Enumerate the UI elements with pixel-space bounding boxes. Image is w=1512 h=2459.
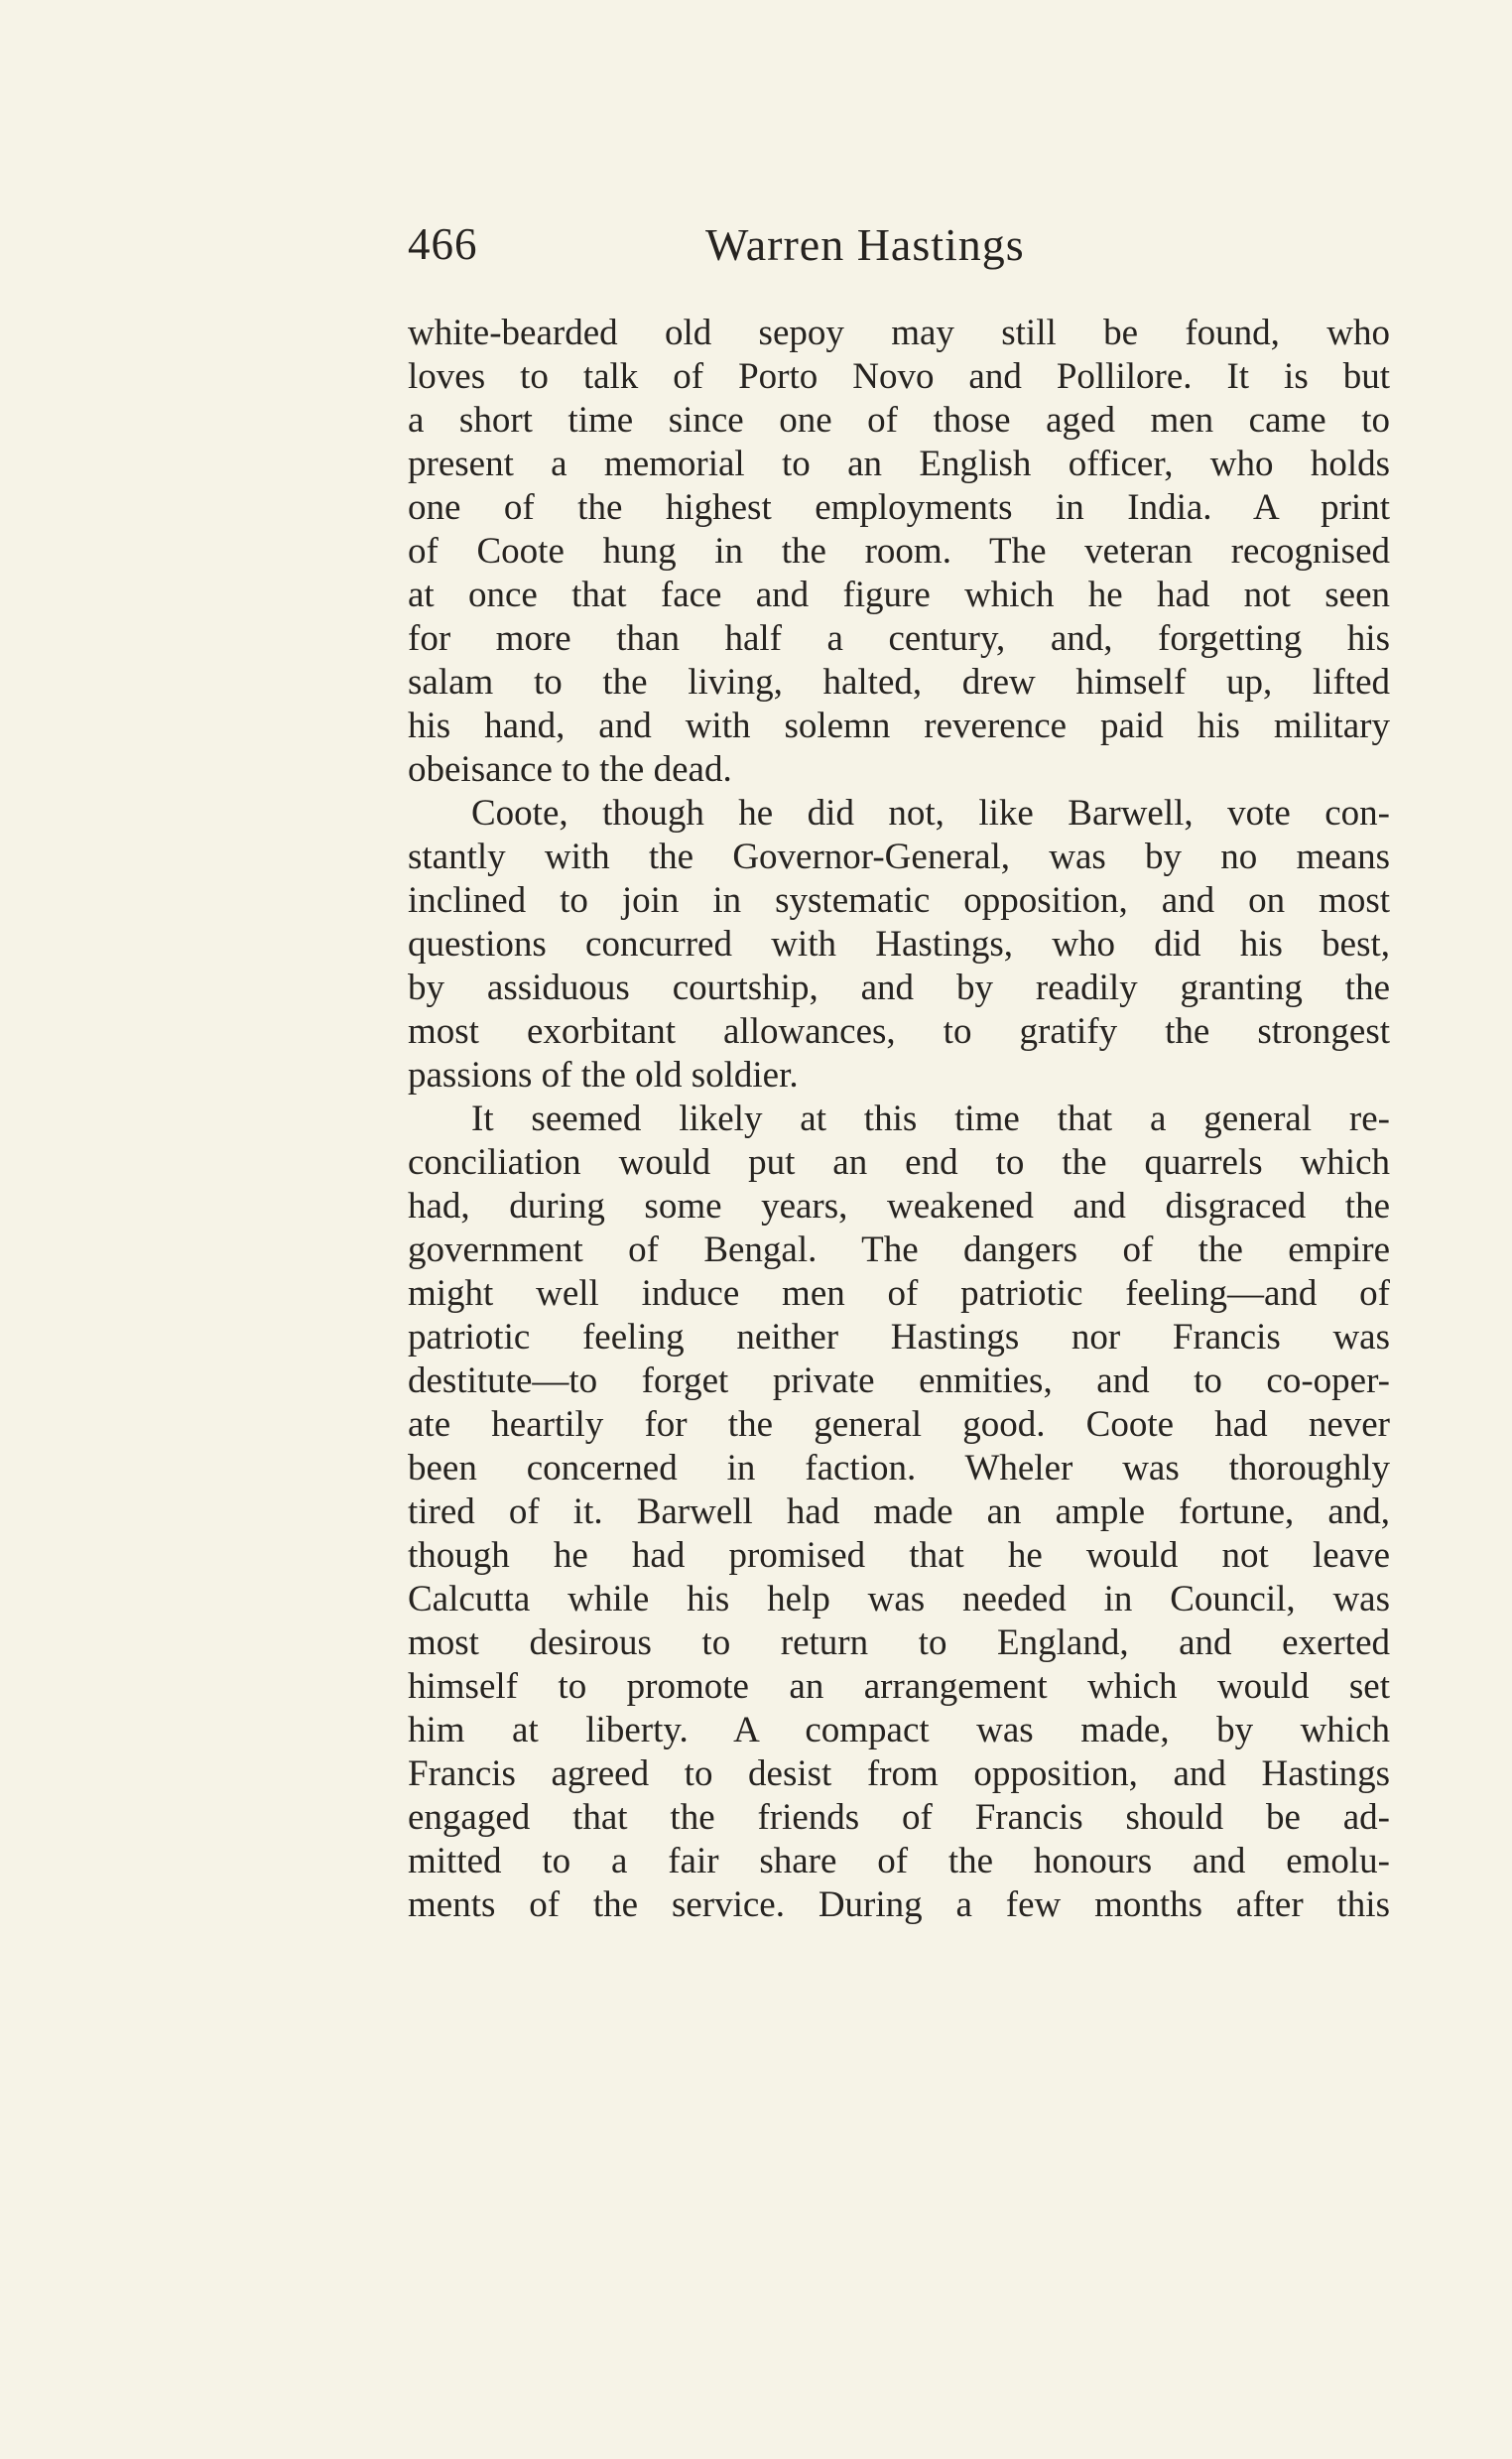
text-line: tired of it. Barwell had made an ample fortune, and, — [408, 1491, 1390, 1532]
text-line: present a memorial to an English officer, who holds — [408, 444, 1390, 484]
text-line: most desirous to return to England, and exerted — [408, 1622, 1390, 1663]
text-line: destitute—to forget private enmities, and to co-oper- — [408, 1360, 1390, 1401]
text-line: salam to the living, halted, drew himself up, lifted — [408, 662, 1390, 703]
text-line: It seemed likely at this time that a general re- — [471, 1099, 1390, 1139]
text-line: at once that face and figure which he had not seen — [408, 575, 1390, 615]
text-line: most exorbitant allowances, to gratify the strongest — [408, 1011, 1390, 1052]
text-line: questions concurred with Hastings, who did his best, — [408, 924, 1390, 965]
text-line: of Coote hung in the room. The veteran recognised — [408, 531, 1390, 572]
text-line: patriotic feeling neither Hastings nor Francis was — [408, 1317, 1390, 1358]
text-line: by assiduous courtship, and by readily granting the — [408, 968, 1390, 1008]
text-line: himself to promote an arrangement which would set — [408, 1666, 1390, 1707]
text-line: had, during some years, weakened and disgraced the — [408, 1186, 1390, 1227]
text-line: conciliation would put an end to the quarrels which — [408, 1142, 1390, 1183]
text-line: engaged that the friends of Francis should be ad- — [408, 1797, 1390, 1838]
paragraph — [408, 1098, 1390, 1927]
text-line: a short time since one of those aged men came to — [408, 400, 1390, 441]
text-line: passions of the old soldier. — [408, 1055, 799, 1096]
text-line: ments of the service. During a few months after this — [408, 1884, 1390, 1925]
text-line: Francis agreed to desist from opposition, and Hastings — [408, 1753, 1390, 1794]
text-line: him at liberty. A compact was made, by which — [408, 1710, 1390, 1750]
text-line: Calcutta while his help was needed in Council, was — [408, 1579, 1390, 1619]
text-line: Coote, though he did not, like Barwell, vote con- — [471, 793, 1390, 834]
text-line: inclined to join in systematic opposition, and on most — [408, 880, 1390, 921]
text-line: for more than half a century, and, forgetting his — [408, 618, 1390, 659]
page-header — [408, 218, 1092, 288]
text-line: been concerned in faction. Wheler was thoroughly — [408, 1448, 1390, 1488]
text-line: obeisance to the dead. — [408, 749, 732, 790]
text-line: white-bearded old sepoy may still be found, who — [408, 313, 1390, 353]
body-text — [408, 312, 1390, 1927]
running-title: Warren Hastings — [705, 219, 1025, 270]
page-number: 466 — [408, 219, 478, 269]
text-line: loves to talk of Porto Novo and Pollilore. It is but — [408, 356, 1390, 397]
text-line: though he had promised that he would not leave — [408, 1535, 1390, 1576]
text-line: mitted to a fair share of the honours and emolu- — [408, 1841, 1390, 1881]
text-line: one of the highest employments in India. A print — [408, 487, 1390, 528]
paragraph — [408, 312, 1390, 792]
text-line: government of Bengal. The dangers of the empire — [408, 1230, 1390, 1270]
paragraph — [408, 792, 1390, 1098]
text-line: his hand, and with solemn reverence paid his military — [408, 706, 1390, 746]
text-line: might well induce men of patriotic feeling—and of — [408, 1273, 1390, 1314]
text-line: stantly with the Governor-General, was by no means — [408, 837, 1390, 877]
text-line: ate heartily for the general good. Coote had never — [408, 1404, 1390, 1445]
